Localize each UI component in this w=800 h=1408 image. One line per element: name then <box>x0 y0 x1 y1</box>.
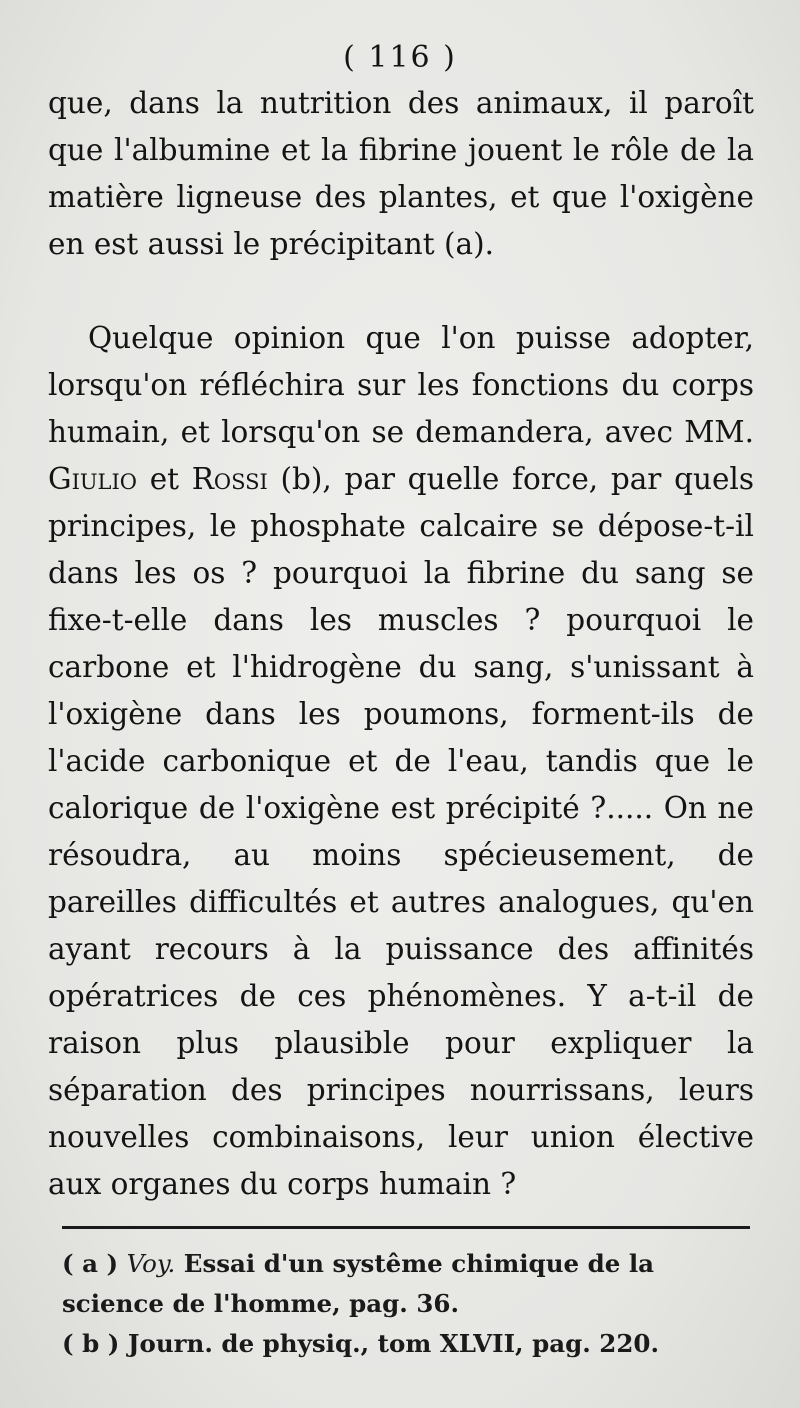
footnote-b <box>62 1324 752 1364</box>
footnote-a <box>62 1244 752 1324</box>
author-name-rossi: Rossi <box>191 462 268 496</box>
paragraph-2-after-names: (b), par quelle force, par quels principes, le phosphate calcaire se dépose-t-il dans les os ? pourquoi la fibrine du sang se fixe-t-elle dans les muscles ? pourquoi le carbone et l'hidrogène du sang, s'unissant à l'oxigène dans les poumons, forment-ils de l'acide carbonique et de l'eau, tandis que le calorique de l'oxigène est précipité ?..... On ne résoudra, au moins spécieusement, de pareilles difficultés et autres analogues, qu'en ayant recours à la puissance des affinités opératrices de ces phénomènes. Y a-t-il de raison plus plausible pour expliquer la séparation des principes nourrissans, leurs nouvelles combinaisons, leur union élective aux organes du corps humain ? <box>48 462 754 1201</box>
footnote-rule <box>62 1226 750 1229</box>
footnote-a-italic: Voy. <box>126 1249 176 1278</box>
footnotes <box>62 1244 752 1364</box>
paragraph-1: que, dans la nutrition des animaux, il paroît que l'albumine et la fibrine jouent le rôle de la matière ligneuse des plantes, et que l'oxigène en est aussi le précipitant (a). <box>48 86 754 261</box>
footnote-b-text: Journ. de physiq., tom XLVII, pag. 220. <box>127 1329 659 1358</box>
body-text <box>48 80 754 1208</box>
page-number: ( 116 ) <box>343 40 457 75</box>
footnote-a-text: Essai d'un systême chimique de la science de l'homme, pag. 36. <box>62 1249 655 1318</box>
author-name-giulio: Giulio <box>48 462 138 496</box>
paragraph-2-middle: et <box>137 462 192 496</box>
paragraph-2 <box>48 315 754 1208</box>
paragraph-2-before-names: Quelque opinion que l'on puisse adopter, lorsqu'on réfléchira sur les fonctions du corps humain, et lorsqu'on se demandera, avec MM. <box>48 321 754 449</box>
footnote-a-marker: ( a ) <box>62 1249 127 1278</box>
footnote-b-marker: ( b ) <box>62 1329 128 1358</box>
